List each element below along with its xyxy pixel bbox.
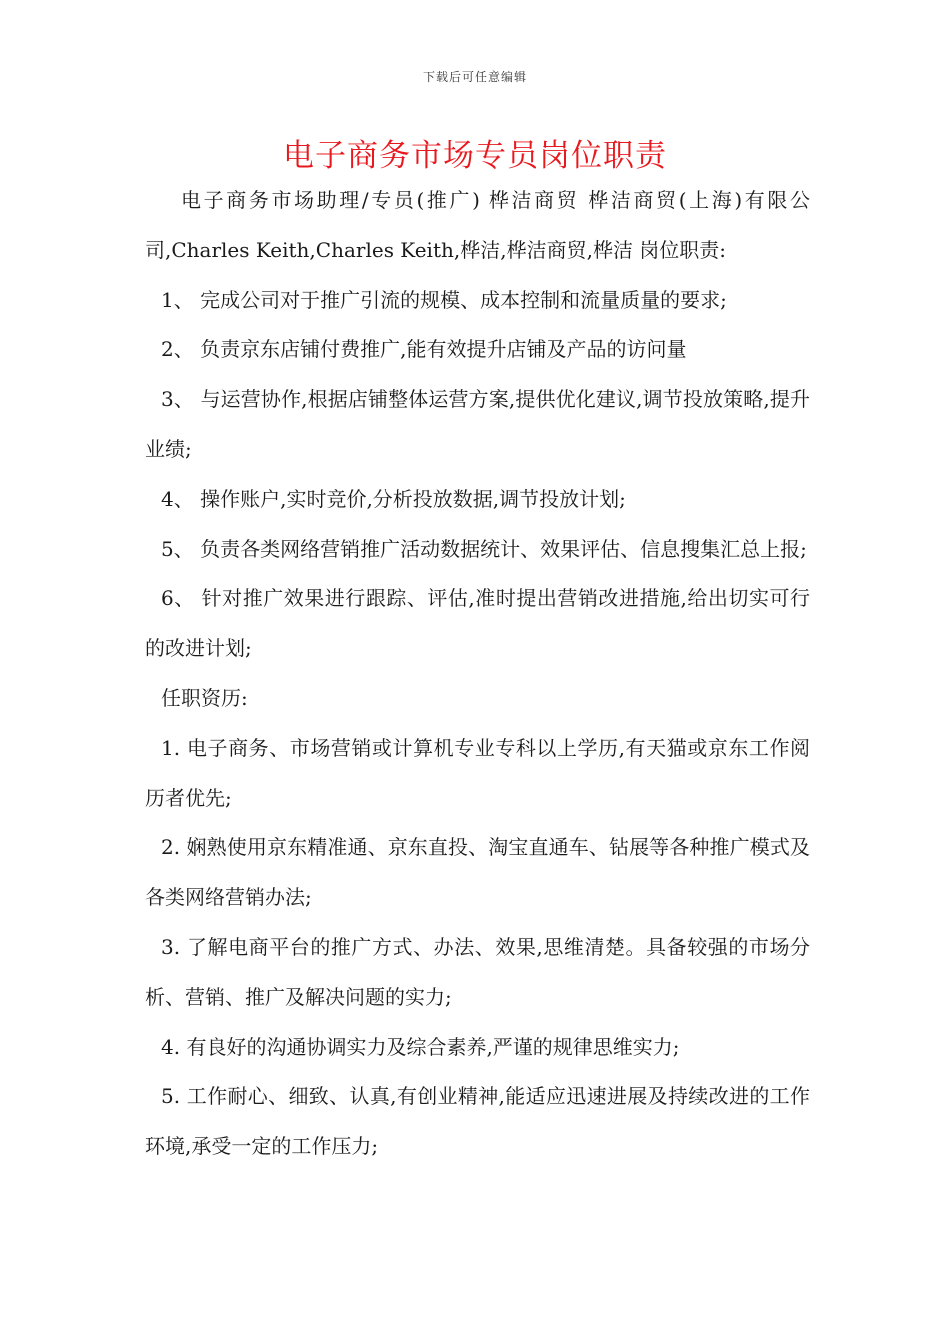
qualification-item: 4. 有良好的沟通协调实力及综合素养,严谨的规律思维实力; <box>161 1034 680 1059</box>
duty-item: 2、 负责京东店铺付费推广,能有效提升店铺及产品的访问量 <box>161 337 687 362</box>
qualification-item: 1. 电子商务、市场营销或计算机专业专科以上学历,有天猫或京东工作阅历者优先; <box>145 735 810 810</box>
qualification-item: 3. 了解电商平台的推广方式、办法、效果,思维清楚。具备较强的市场分析、营销、推广及解决问题的实力; <box>145 934 810 1009</box>
duty-item: 6、 针对推广效果进行跟踪、评估,准时提出营销改进措施,给出切实可行的改进计划; <box>145 586 810 661</box>
document-body <box>145 176 810 1172</box>
duty-item: 1、 完成公司对于推广引流的规模、成本控制和流量质量的要求; <box>161 287 727 312</box>
duty-item: 5、 负责各类网络营销推广活动数据统计、效果评估、信息搜集汇总上报; <box>161 536 807 561</box>
qualification-item: 5. 工作耐心、细致、认真,有创业精神,能适应迅速进展及持续改进的工作环境,承受一定的工作压力; <box>145 1084 810 1159</box>
header-note: 下载后可任意编辑 <box>422 70 527 84</box>
qualification-item: 2. 娴熟使用京东精准通、京东直投、淘宝直通车、钻展等各种推广模式及各类网络营销办法; <box>145 835 810 910</box>
duty-item: 4、 操作账户,实时竞价,分析投放数据,调节投放计划; <box>161 486 626 511</box>
qualifications-heading: 任职资历: <box>161 685 248 710</box>
document-title: 电子商务市场专员岗位职责 <box>283 138 667 174</box>
duty-item: 3、 与运营协作,根据店铺整体运营方案,提供优化建议,调节投放策略,提升业绩; <box>145 387 810 461</box>
intro-paragraph: 电子商务市场助理/专员(推广) 桦洁商贸 桦洁商贸(上海)有限公司,Charles Keith,Charles Keith,桦洁,桦洁商贸,桦洁 岗位职责: <box>145 188 810 262</box>
